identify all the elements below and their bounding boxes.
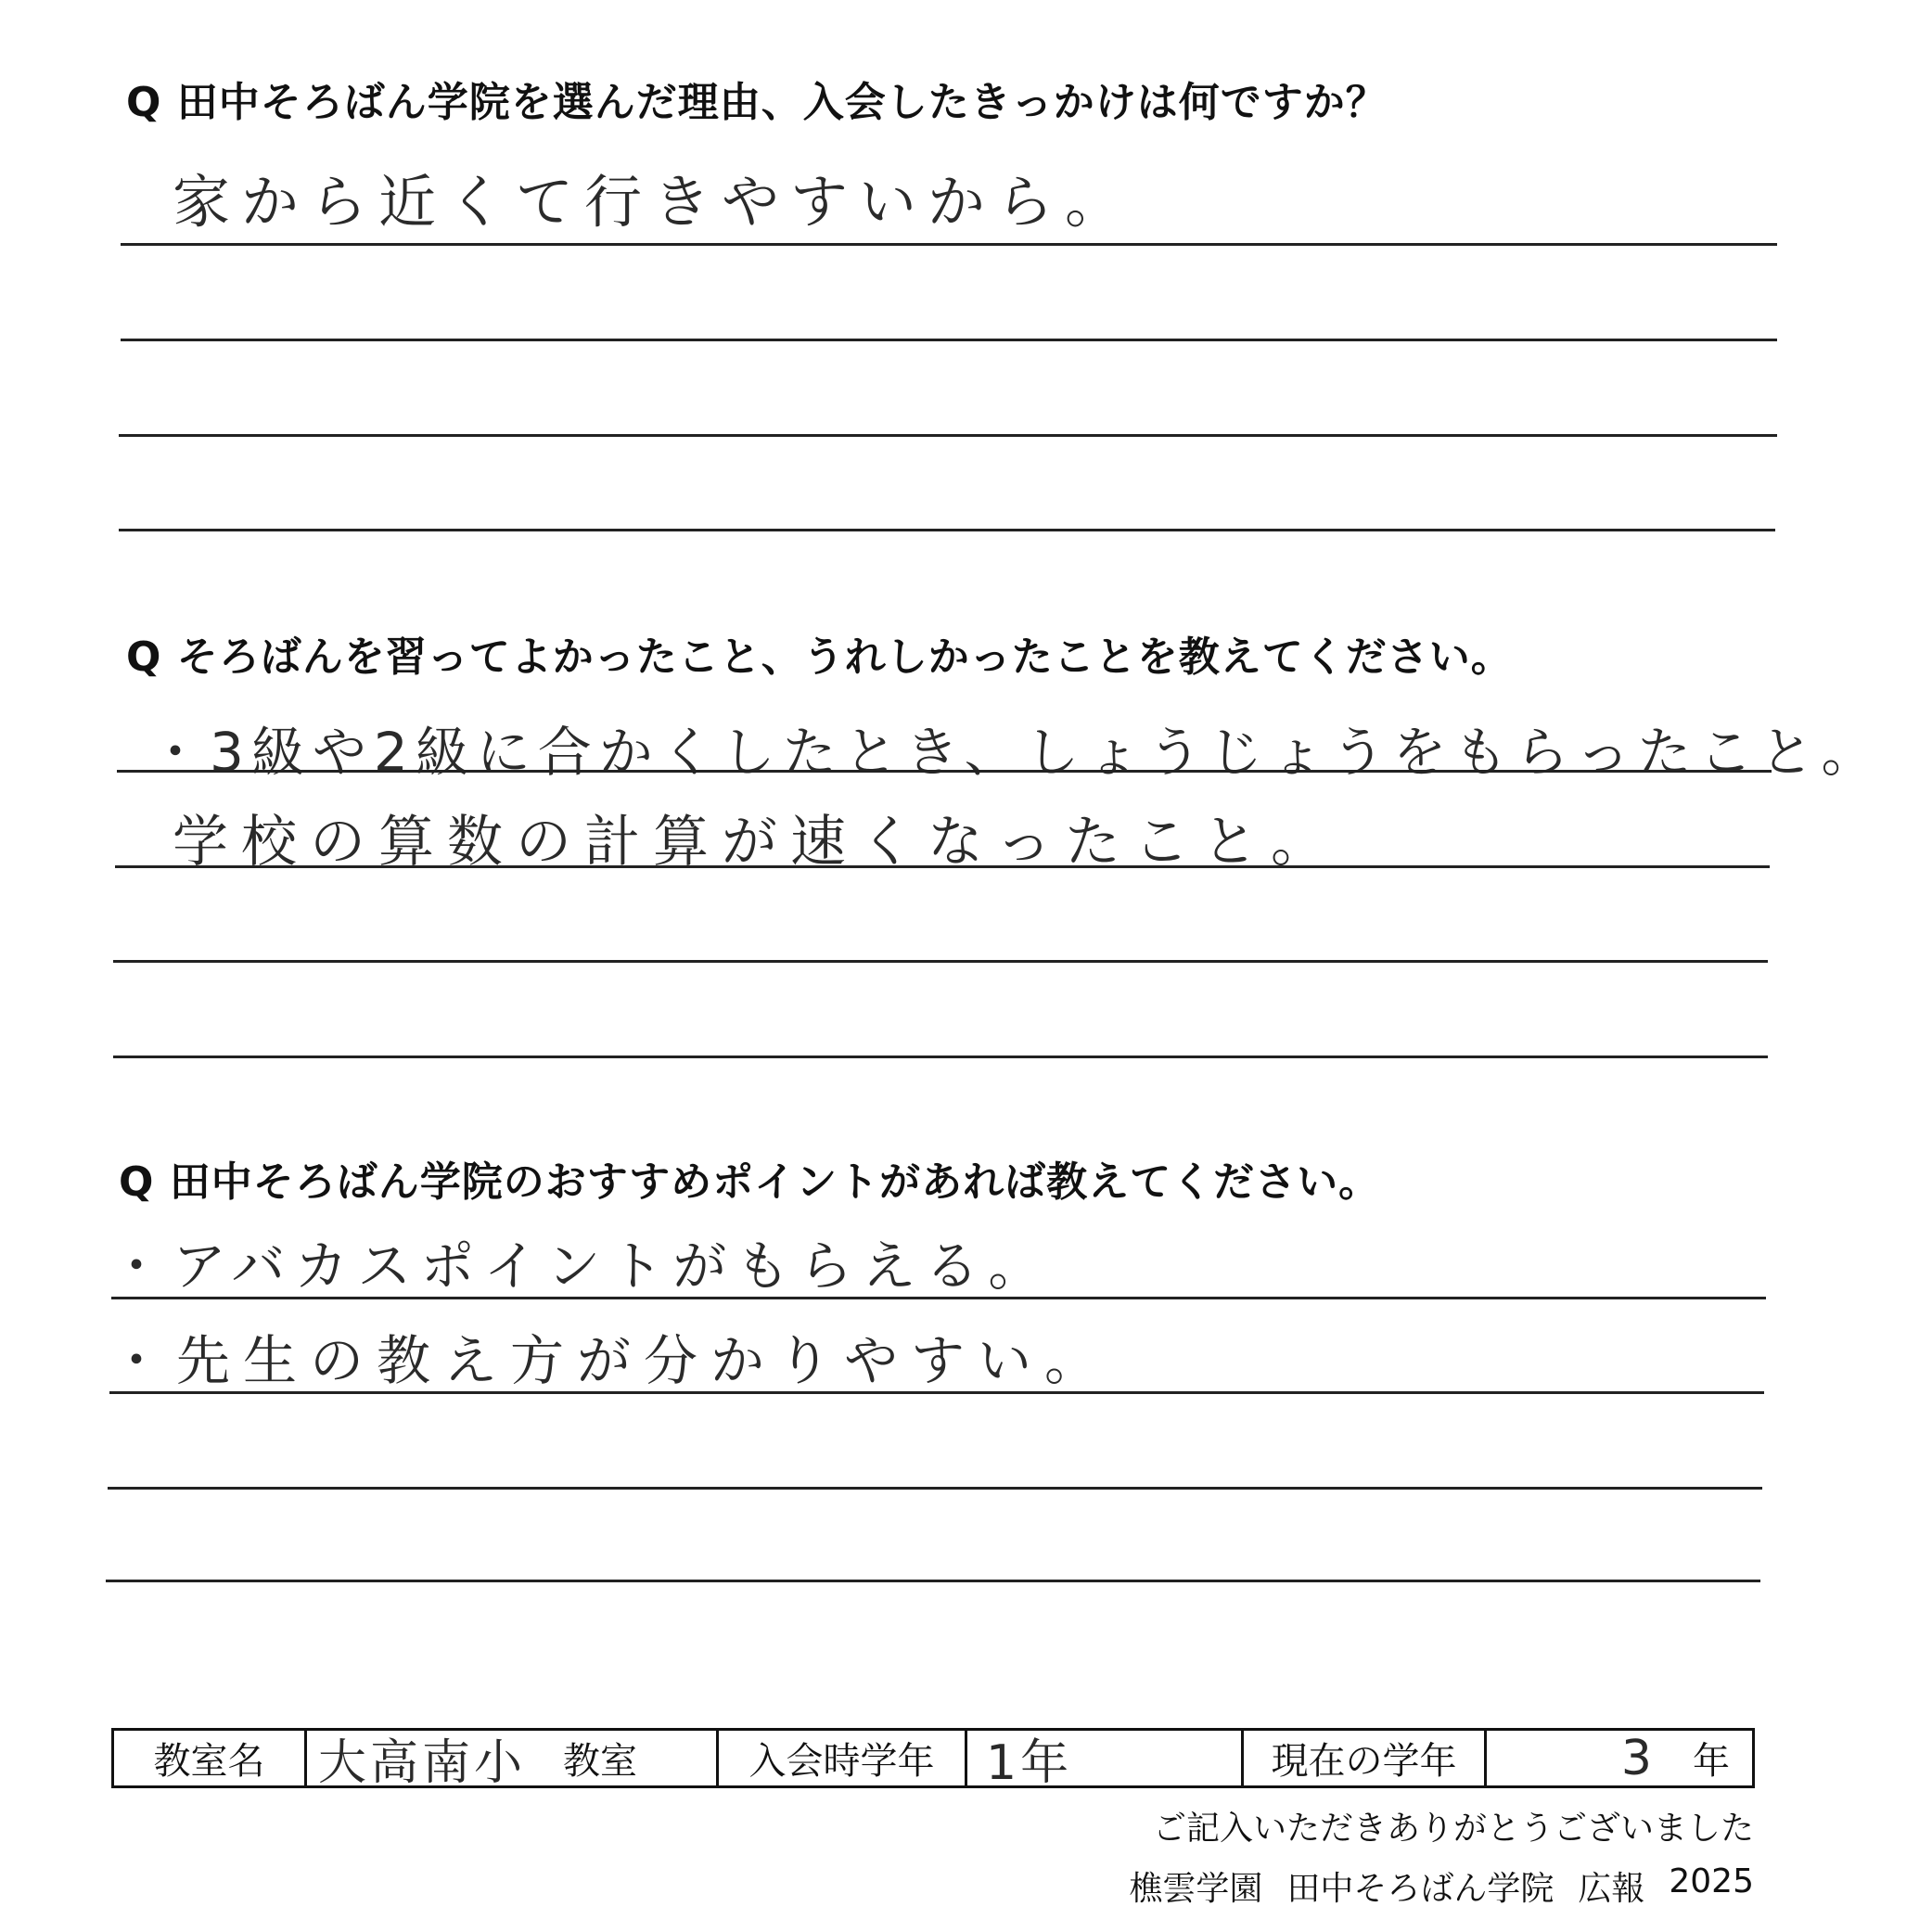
answer-rule bbox=[106, 1580, 1760, 1582]
answer-rule bbox=[109, 1391, 1764, 1394]
credit-line bbox=[1129, 1862, 1754, 1910]
current-grade-value: 3 bbox=[1620, 1731, 1656, 1785]
classroom-value: 大高南小 bbox=[318, 1735, 527, 1785]
answer-rule bbox=[121, 339, 1777, 341]
credit-school: 田中そろばん学院 bbox=[1286, 1870, 1555, 1908]
answer-2-line-1: ・3級や2級に合かくしたとき、しょうじょうをもらったこと。 bbox=[148, 721, 1883, 784]
classroom-label: 教室名 bbox=[114, 1731, 307, 1785]
answer-rule bbox=[115, 865, 1770, 868]
credit-report: 広報 bbox=[1578, 1870, 1645, 1908]
current-grade-label: 現在の学年 bbox=[1244, 1731, 1487, 1785]
join-grade-value: 1年 bbox=[986, 1735, 1073, 1785]
student-info-table bbox=[111, 1728, 1755, 1788]
credit-year: 2025 bbox=[1669, 1862, 1754, 1900]
answer-1-line-1: 家から近くて行きやすいから。 bbox=[173, 168, 1134, 236]
classroom-field bbox=[307, 1731, 719, 1785]
thanks-message: ご記入いただきありがとうございました bbox=[1152, 1810, 1754, 1848]
credit-org: 樵雲学園 bbox=[1129, 1870, 1263, 1908]
answer-3-line-1: ・アバカスポイントがもらえる。 bbox=[109, 1235, 1052, 1298]
answer-rule bbox=[113, 1056, 1768, 1058]
answer-rule bbox=[113, 960, 1768, 963]
answer-rule bbox=[111, 1297, 1766, 1299]
answer-rule bbox=[119, 529, 1775, 531]
answer-2-line-2: 学校の算数の計算が速くなったこと。 bbox=[173, 810, 1339, 875]
join-grade-label: 入会時学年 bbox=[719, 1731, 967, 1785]
question-2: Q そろばんを習ってよかったこと、うれしかったことを教えてください。 bbox=[126, 633, 1513, 681]
answer-rule bbox=[121, 243, 1777, 246]
current-grade-suffix: 年 bbox=[1693, 1740, 1730, 1783]
answer-rule bbox=[117, 770, 1772, 773]
answer-3-line-2: ・先生の教え方が分かりやすい。 bbox=[109, 1329, 1112, 1392]
answer-rule bbox=[108, 1487, 1762, 1490]
current-grade-field bbox=[1487, 1731, 1752, 1785]
classroom-suffix: 教室 bbox=[563, 1740, 638, 1783]
answer-rule bbox=[119, 434, 1777, 437]
question-1: Q 田中そろばん学院を選んだ理由、入会したきっかけは何ですか？ bbox=[126, 79, 1388, 126]
question-3: Q 田中そろばん学院のおすすめポイントがあれば教えてください。 bbox=[119, 1158, 1381, 1206]
join-grade-field bbox=[967, 1731, 1244, 1785]
